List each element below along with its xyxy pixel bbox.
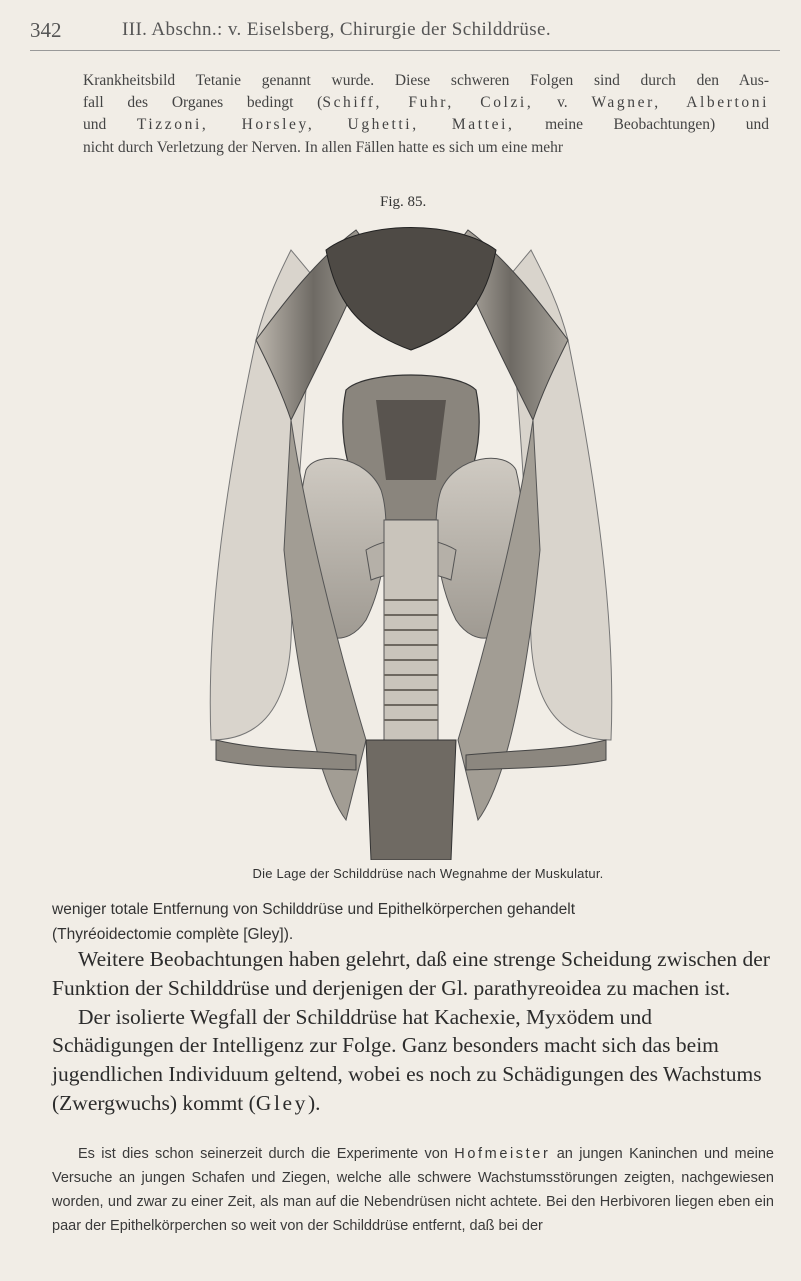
intro-line-2a: fall des Organes bedingt ( — [83, 94, 323, 112]
intro-line-1: Krankheitsbild Tetanie genannt wurde. Diese schweren Folgen sind durch den Aus- — [83, 72, 769, 89]
author-names-1: Schiff, Fuhr, Colzi, — [322, 94, 534, 112]
author-names-3: Tizzoni, Horsley, Ughetti, Mattei, — [136, 116, 515, 134]
intro-line-3 — [83, 114, 769, 136]
para5-author: Hofmeister — [454, 1146, 551, 1162]
para4-author: Gley — [255, 1090, 309, 1115]
running-header — [30, 18, 785, 48]
intro-line-2 — [83, 92, 769, 114]
para2-line-2: (Thyréoidectomie complète [Gley]). — [52, 926, 294, 943]
para4-text-a: Der isolierte Wegfall der Schilddrüse hat Kachexie, Myxödem und Schädigungen der Intelligenz zur Folge. Ganz besonders macht sich das beim jugendlichen Individuum geltend, wobei es noch zu Schädigungen des Wachstums (Zwergwuchs) kommt ( — [52, 1004, 762, 1115]
paragraph-2 — [52, 897, 771, 947]
page-number: 342 — [30, 18, 62, 42]
figure-caption: Die Lage der Schilddrüse nach Wegnahme der Muskulatur. — [252, 866, 604, 881]
para2-line-1: weniger totale Entfernung von Schilddrüse und Epithelkörperchen gehandelt — [52, 901, 576, 918]
para4-text-c: ). — [308, 1090, 321, 1115]
intro-line-4: nicht durch Verletzung der Nerven. In allen Fällen hatte es sich um eine mehr — [83, 138, 564, 156]
para3-text: Weitere Beobachtungen haben gelehrt, daß eine strenge Scheidung zwischen der Funktion der Schilddrüse und derjenigen der Gl. parathyreoidea zu machen ist. — [52, 947, 770, 1000]
intro-line-2c: v. — [533, 94, 592, 112]
anatomical-illustration — [196, 220, 626, 860]
paragraph-3 — [52, 945, 774, 1118]
paragraph-5 — [52, 1142, 774, 1238]
para5-text-a: Es ist dies schon seinerzeit durch die Experimente von — [78, 1146, 455, 1162]
author-names-2: Wagner, Albertoni — [591, 94, 769, 112]
intro-line-3a: und — [83, 116, 137, 134]
para5-text-c: an jungen Kaninchen und meine Versuche an jungen Schafen und Ziegen, welche alle schwere Wachstumsstörungen zeigten, nachgewiesen worden, und zwar zu einer Zeit, als man auf die Nebendrüsen nicht achtete. Bei den Herbivoren liegen eben ein paar der Epithelkörperchen so weit von der Schilddrüse entfernt, daß bei der — [52, 1146, 774, 1234]
intro-line-3c: meine Beobachtungen) und — [514, 116, 770, 134]
header-rule — [30, 50, 780, 51]
running-title: III. Abschn.: v. Eiselsberg, Chirurgie der Schilddrüse. — [122, 19, 552, 40]
paragraph-intro — [83, 70, 769, 159]
figure-label: Fig. 85. — [380, 194, 427, 210]
